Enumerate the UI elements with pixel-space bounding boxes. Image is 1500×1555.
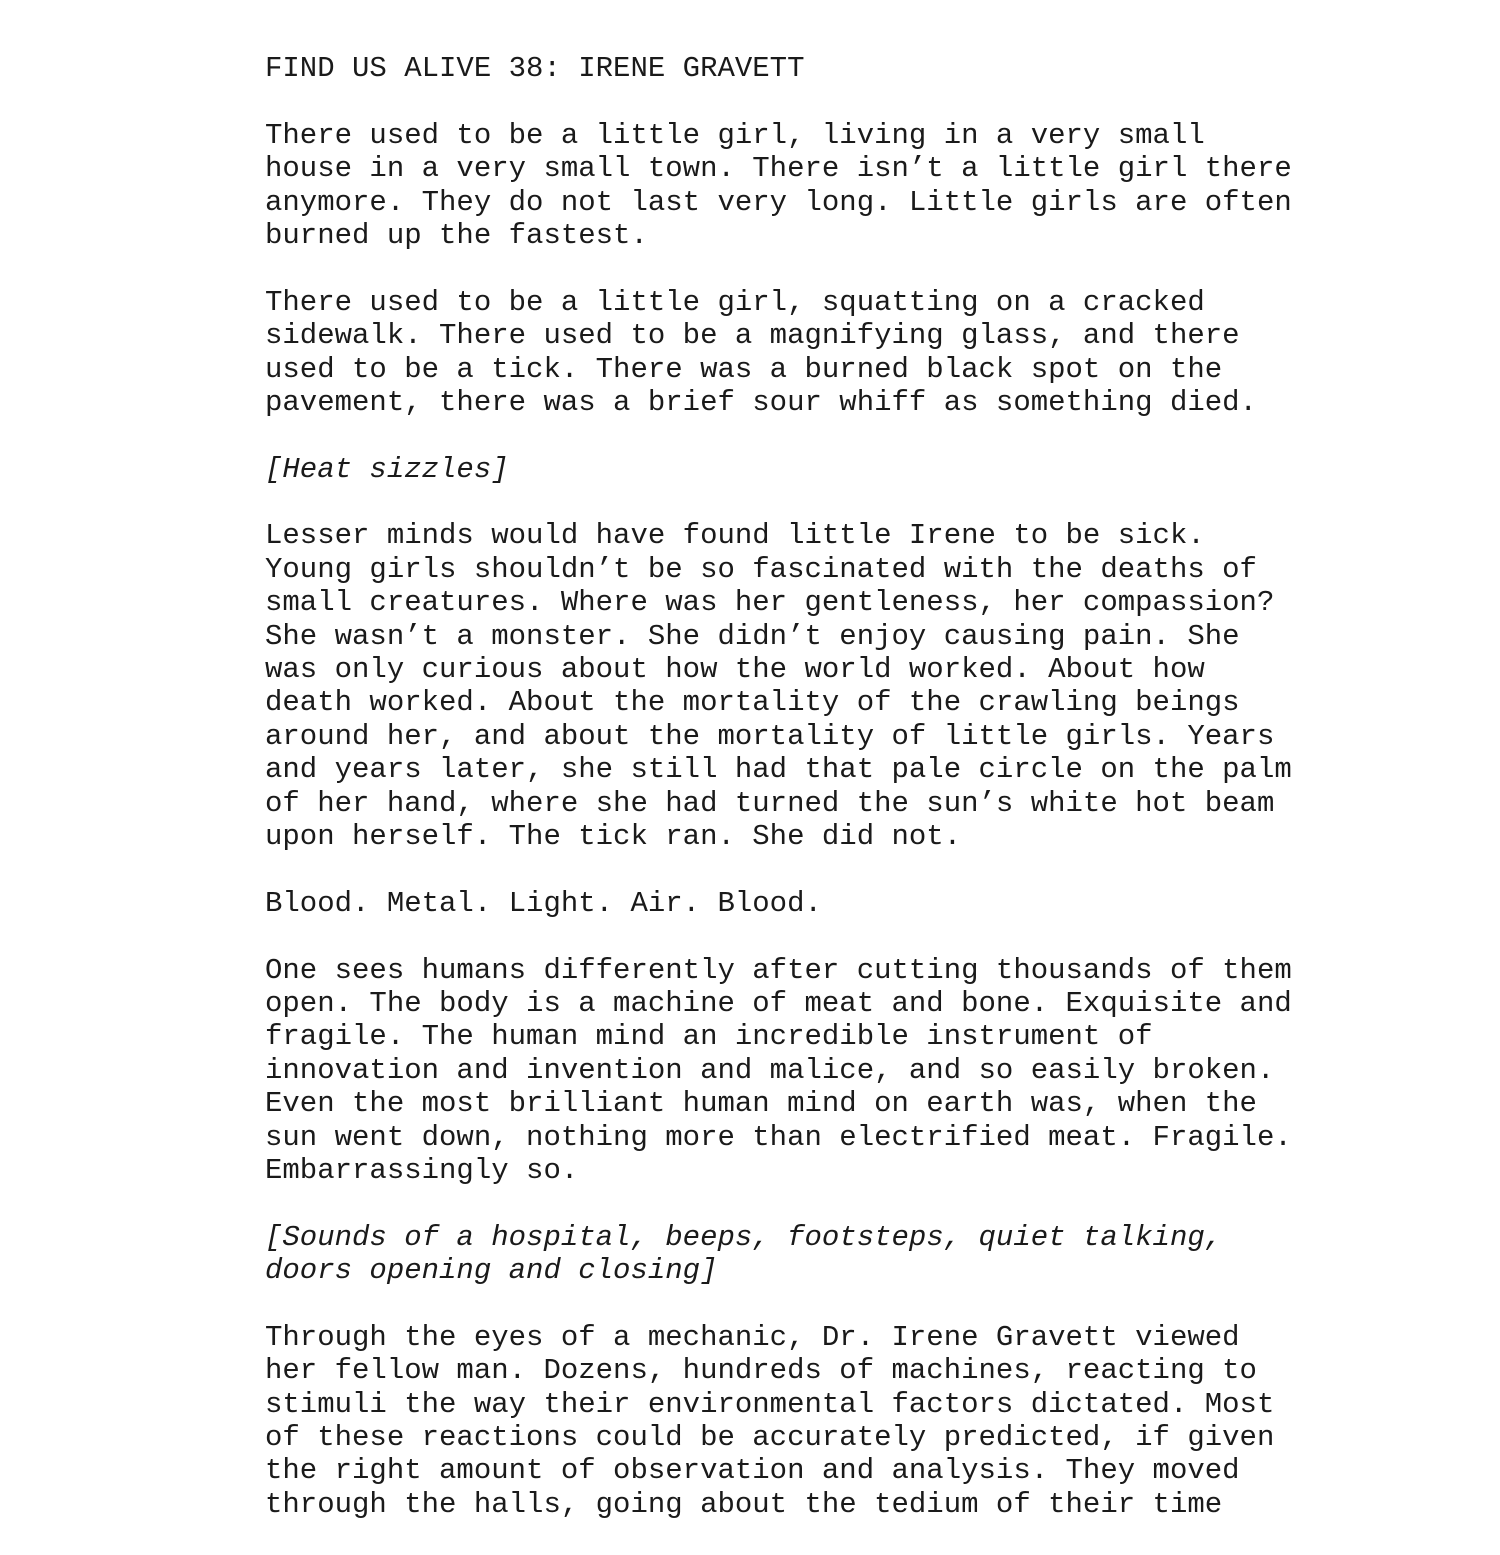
text-line: through the halls, going about the tedium of their time bbox=[265, 1487, 1223, 1521]
text-line: Through the eyes of a mechanic, Dr. Irene Gravett viewed bbox=[265, 1320, 1240, 1354]
stage-direction bbox=[265, 1221, 1385, 1288]
text-line: house in a very small town. There isn’t a little girl there bbox=[265, 152, 1292, 186]
text-line: small creatures. Where was her gentleness, her compassion? bbox=[265, 586, 1275, 620]
text-line: and years later, she still had that pale circle on the palm bbox=[265, 753, 1292, 787]
text-line: upon herself. The tick ran. She did not. bbox=[265, 819, 962, 853]
title-line: FIND US ALIVE 38: IRENE GRAVETT bbox=[265, 52, 805, 85]
paragraph bbox=[265, 286, 1385, 420]
text-line: burned up the fastest. bbox=[265, 218, 648, 252]
text-line: Blood. Metal. Light. Air. Blood. bbox=[265, 886, 822, 920]
text-line: Embarrassingly so. bbox=[265, 1153, 579, 1187]
text-line: was only curious about how the world worked. About how bbox=[265, 653, 1205, 687]
text-line: sidewalk. There used to be a magnifying glass, and there bbox=[265, 319, 1240, 353]
text-line: used to be a tick. There was a burned black spot on the bbox=[265, 352, 1223, 386]
text-line: the right amount of observation and analysis. They moved bbox=[265, 1454, 1240, 1488]
paragraph bbox=[265, 1321, 1385, 1521]
text-line: She wasn’t a monster. She didn’t enjoy causing pain. She bbox=[265, 619, 1240, 653]
text-line: Young girls shouldn’t be so fascinated with the deaths of bbox=[265, 552, 1257, 586]
text-line: of her hand, where she had turned the sun’s white hot beam bbox=[265, 786, 1275, 820]
text-line: of these reactions could be accurately predicted, if given bbox=[265, 1421, 1275, 1455]
text-line: fragile. The human mind an incredible instrument of bbox=[265, 1020, 1153, 1054]
paragraph bbox=[265, 954, 1385, 1188]
text-line: doors opening and closing] bbox=[265, 1254, 718, 1288]
text-line: her fellow man. Dozens, hundreds of machines, reacting to bbox=[265, 1354, 1257, 1388]
text-line: anymore. They do not last very long. Little girls are often bbox=[265, 185, 1292, 219]
text-line: One sees humans differently after cutting thousands of them bbox=[265, 953, 1292, 987]
text-line: Even the most brilliant human mind on earth was, when the bbox=[265, 1087, 1257, 1121]
text-line: Lesser minds would have found little Irene to be sick. bbox=[265, 519, 1205, 553]
text-line: open. The body is a machine of meat and bone. Exquisite and bbox=[265, 986, 1292, 1020]
text-line: death worked. About the mortality of the crawling beings bbox=[265, 686, 1240, 720]
paragraph bbox=[265, 887, 1385, 920]
text-line: sun went down, nothing more than electrified meat. Fragile. bbox=[265, 1120, 1292, 1154]
text-line: around her, and about the mortality of little girls. Years bbox=[265, 719, 1275, 753]
document-body bbox=[265, 119, 1385, 1521]
text-line: There used to be a little girl, squatting on a cracked bbox=[265, 285, 1205, 319]
stage-direction bbox=[265, 453, 1385, 486]
paragraph bbox=[265, 119, 1385, 253]
document-page bbox=[265, 52, 1385, 1555]
text-line: innovation and invention and malice, and so easily broken. bbox=[265, 1053, 1275, 1087]
text-line: pavement, there was a brief sour whiff as something died. bbox=[265, 385, 1257, 419]
paragraph bbox=[265, 519, 1385, 853]
document-title bbox=[265, 52, 1385, 85]
text-line: [Heat sizzles] bbox=[265, 452, 509, 486]
text-line: [Sounds of a hospital, beeps, footsteps, quiet talking, bbox=[265, 1220, 1223, 1254]
text-line: There used to be a little girl, living in a very small bbox=[265, 118, 1205, 152]
text-line: stimuli the way their environmental factors dictated. Most bbox=[265, 1387, 1275, 1421]
